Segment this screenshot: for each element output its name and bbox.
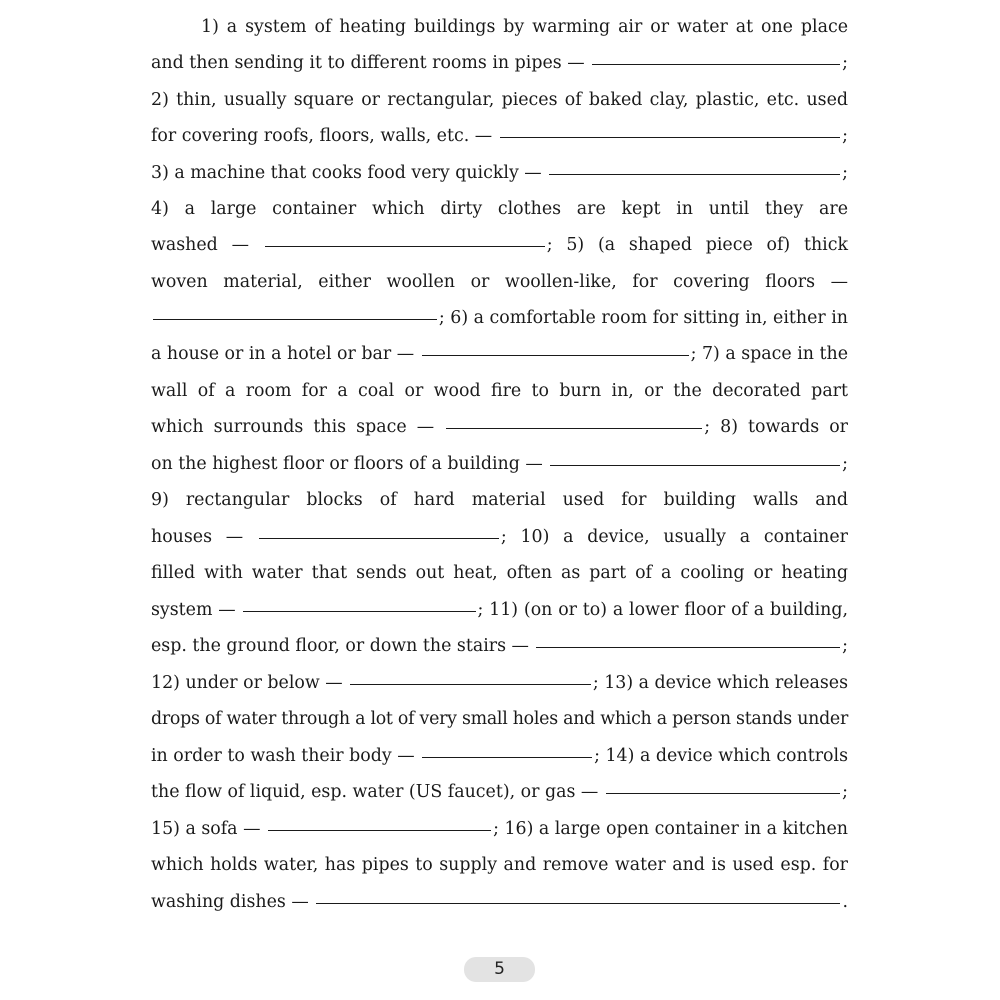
line-text: wall of a room for a coal or wood fire to burn in, or the decorated part	[151, 381, 848, 401]
text-line	[151, 453, 848, 475]
text-line	[151, 562, 848, 584]
line-text: .	[842, 892, 848, 912]
text-line	[151, 526, 848, 548]
answer-blank[interactable]	[153, 318, 437, 320]
answer-blank[interactable]	[316, 902, 840, 904]
text-line	[151, 818, 848, 840]
line-text: woven material, either woollen or woollen-like, for covering floors —	[151, 272, 848, 292]
line-text: ;	[842, 53, 848, 73]
line-text: ; 16) a large open container in a kitchen	[493, 819, 848, 839]
line-text: washed —	[151, 235, 263, 255]
answer-blank[interactable]	[243, 610, 475, 612]
line-text: ;	[842, 782, 848, 802]
line-text: and then sending it to different rooms in pipes —	[151, 53, 591, 73]
text-line	[151, 162, 848, 184]
line-text: filled with water that sends out heat, often as part of a cooling or heating	[151, 563, 848, 583]
line-text: ;	[842, 636, 848, 656]
page-number: 5	[464, 957, 535, 982]
line-text: ; 5) (a shaped piece of) thick	[546, 235, 848, 255]
answer-blank[interactable]	[592, 63, 840, 65]
line-text: ; 10) a device, usually a container	[500, 527, 848, 547]
answer-blank[interactable]	[422, 756, 592, 758]
text-line	[151, 672, 848, 694]
text-line	[151, 489, 848, 511]
line-text: ; 8) towards or	[704, 417, 848, 437]
line-text: which surrounds this space —	[151, 417, 445, 437]
answer-blank[interactable]	[422, 354, 689, 356]
text-line	[151, 745, 848, 767]
answer-blank[interactable]	[536, 646, 840, 648]
line-text: a house or in a hotel or bar —	[151, 344, 420, 364]
line-text: ;	[842, 126, 848, 146]
text-line	[151, 781, 848, 803]
line-text: ;	[842, 454, 848, 474]
line-text: the flow of liquid, esp. water (US faucet), or gas —	[151, 782, 604, 802]
text-line	[201, 16, 848, 38]
line-text: system —	[151, 600, 242, 620]
answer-blank[interactable]	[265, 245, 545, 247]
answer-blank[interactable]	[259, 537, 499, 539]
text-line	[151, 52, 848, 74]
line-text: esp. the ground floor, or down the stairs —	[151, 636, 535, 656]
line-text: washing dishes —	[151, 892, 315, 912]
answer-blank[interactable]	[550, 464, 840, 466]
answer-blank[interactable]	[350, 683, 591, 685]
line-text: ; 6) a comfortable room for sitting in, either in	[438, 308, 848, 328]
line-text: 3) a machine that cooks food very quickly —	[151, 163, 548, 183]
line-text: for covering roofs, floors, walls, etc. —	[151, 126, 498, 146]
line-text: ; 14) a device which controls	[594, 746, 848, 766]
text-line	[151, 635, 848, 657]
line-text: drops of water through a lot of very small holes and which a person stands under	[151, 709, 848, 729]
line-text: 4) a large container which dirty clothes are kept in until they are	[151, 199, 848, 219]
line-text: 15) a sofa —	[151, 819, 266, 839]
answer-blank[interactable]	[549, 173, 840, 175]
text-line	[151, 416, 848, 438]
answer-blank[interactable]	[268, 829, 491, 831]
line-text: 2) thin, usually square or rectangular, pieces of baked clay, plastic, etc. used	[151, 90, 848, 110]
text-line	[151, 271, 848, 293]
text-line	[151, 125, 848, 147]
line-text: ;	[842, 163, 848, 183]
text-line	[151, 708, 848, 730]
text-line	[151, 380, 848, 402]
answer-blank[interactable]	[606, 792, 840, 794]
line-text: in order to wash their body —	[151, 746, 421, 766]
text-line	[151, 599, 848, 621]
line-text: ; 11) (on or to) a lower floor of a building,	[477, 600, 848, 620]
line-text: ; 7) a space in the	[690, 344, 848, 364]
line-text: ; 13) a device which releases	[592, 673, 848, 693]
line-text: houses —	[151, 527, 257, 547]
text-line	[151, 854, 848, 876]
text-line	[151, 234, 848, 256]
text-line	[151, 343, 848, 365]
line-text: 12) under or below —	[151, 673, 349, 693]
text-line	[151, 891, 848, 913]
line-text: on the highest floor or floors of a building —	[151, 454, 549, 474]
text-line	[151, 198, 848, 220]
text-line	[151, 307, 848, 329]
line-text: 1) a system of heating buildings by warming air or water at one place	[201, 17, 848, 37]
line-text: which holds water, has pipes to supply and remove water and is used esp. for	[151, 855, 848, 875]
line-text: 9) rectangular blocks of hard material used for building walls and	[151, 490, 848, 510]
text-line	[151, 89, 848, 111]
answer-blank[interactable]	[446, 427, 702, 429]
answer-blank[interactable]	[500, 136, 840, 138]
